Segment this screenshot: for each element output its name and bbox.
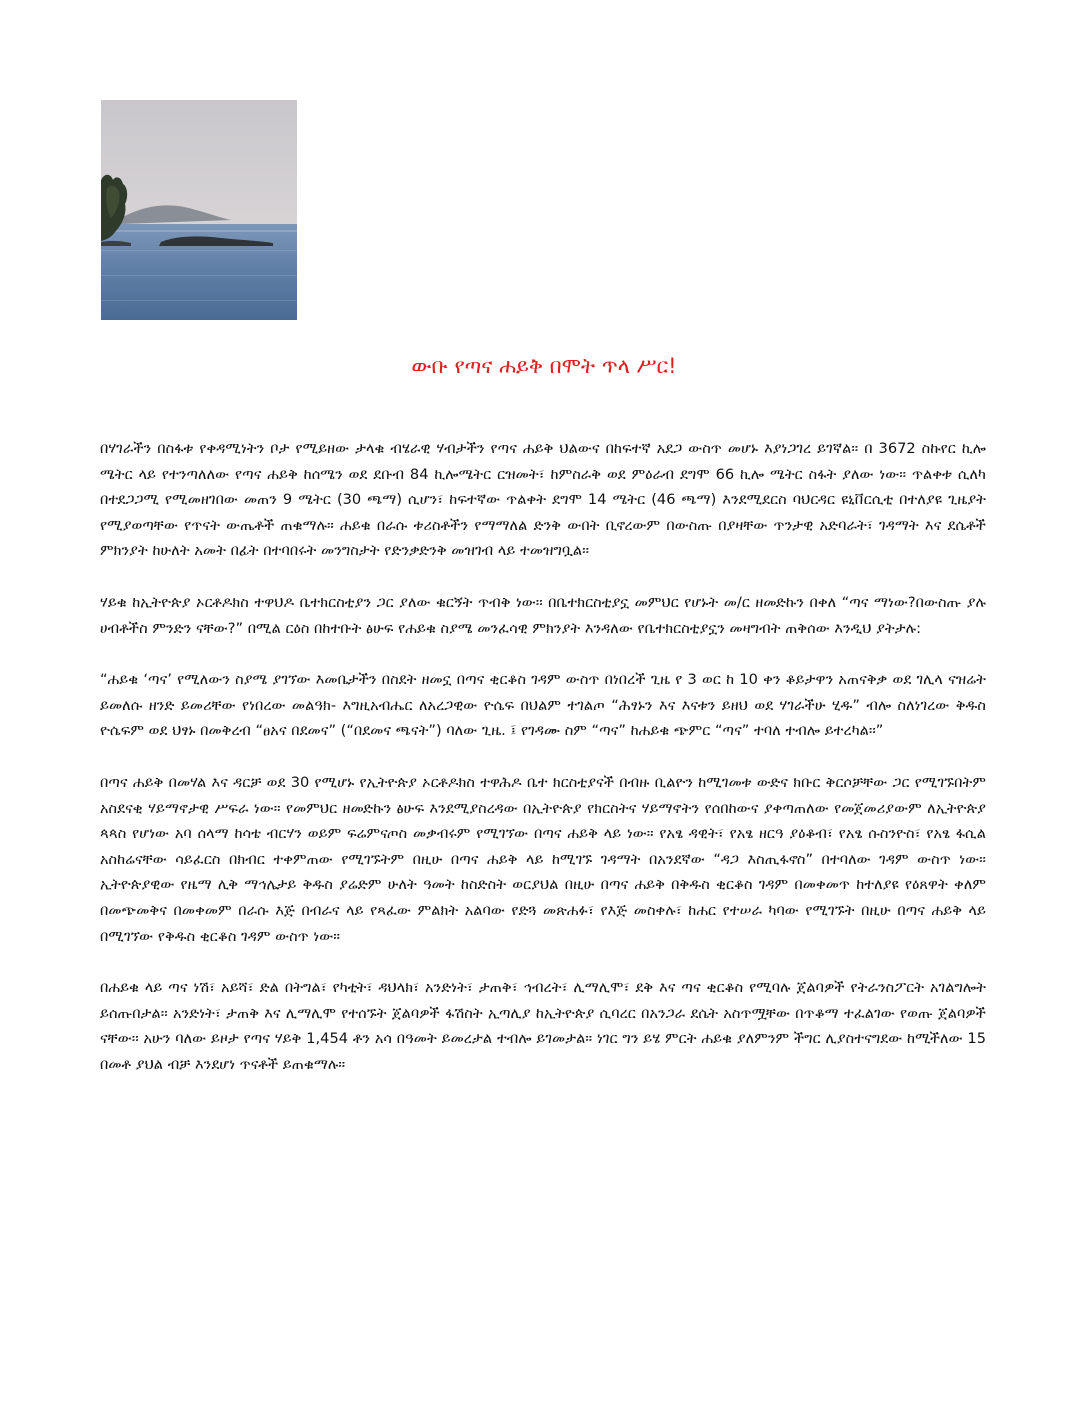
article-title: ውቡ የጣና ሐይቅ በሞት ጥላ ሥር! xyxy=(411,354,677,378)
article-body xyxy=(100,436,986,1103)
lake-tana-photo xyxy=(101,100,297,320)
paragraph-5: በሐይቁ ላይ ጣና ነሽ፣ አይሻ፣ ድል በትግል፣ የካቲት፣ ዳህላክ፣ አንድነት፣ ታጠቅ፣ ኅብረት፣ ሊማሊሞ፣ ደቅ እና ጣና ቂርቆስ የሚባሉ ጀልባዎች የትራንስፖርት አገልግሎት ይሰጡበታል፡፡ አንድነት፣ ታጠቅ እና ሊማሊሞ የተሰኙት ጀልባዎች ፋሽስት ኢጣሊያ ከኢትዮጵያ ሲባረር በአንጋራ ደሴት አስጥሟቸው በጥቆማ ተፈልገው የወጡ ጀልባዎች ናቸው፡፡ አሁን ባለው ይዞታ የጣና ሃይቅ 1,454 ቶን አሳ በዓመት ይመረታል ተብሎ ይገመታል። ነገር ግን ይሄ ምርት ሐይቁ ያለምንም ችግር ሊያስተናግደው ከሚችለው 15 በመቶ ያህል ብቻ እንደሆነ ጥናቶች ይጠቁማሉ። xyxy=(100,979,986,1073)
paragraph-4: በጣና ሐይቅ በመሃል እና ዳርቻ ወደ 30 የሚሆኑ የኢትዮጵያ ኦርቶዶክስ ተዋሕዶ ቤተ ክርስቲያናች በብዙ ቢልዮን ከሚገመቱ ውድና ክቡር ቅርሶቻቸው ጋር የሚገኙበትም አስደናቂ ሃይማኖታዊ ሥፍራ ነው። የመምህር ዘመድኩን ፅሁፍ እንደሚያስረዳው በኢትዮጵያ የክርስትና ሃይማኖትን የሰበከውና ያቀጣጠለው የመጀመሪያውም ለኢትዮጵያ ጳጳስ የሆነው አባ ሰላማ ከሳቴ ብርሃን ወይም ፍሬምናጦስ መቃብሩም የሚገኘው በጣና ሐይቅ ላይ ነው። የአፄ ዳዊት፣ የአፄ ዘርዓ ያዕቆብ፣ የአፄ ሱስንዮስ፣ የአፄ ፋሲል አስከሬናቸው ሳይፈርስ በክብር ተቀምጠው የሚገኙትም በዚሁ በጣና ሐይቅ ላይ ከሚገኙ ገዳማት በአንደኛው “ዳጋ እስጢፋኖስ” በተባለው ገዳም ውስጥ ነው፡፡ ኢትዮጵያዊው የዜማ ሊቅ ማኅሌታይ ቅዱስ ያሬድም ሁለት ዓመት ከስድስት ወርያህል በዚሁ በጣና ሐይቅ በቅዱስ ቂርቆስ ገዳም በመቀመጥ ከተለያዩ የዕጸዋት ቀለም በመጭመቅና በመቀመም በራሱ እጅ በብራና ላይ የጻፈው ምልክት አልባው የድጓ መጽሐፉ፣ የእጅ መስቀሉ፣ ከሐር የተሠራ ካባው የሚገኙት በዚሁ በጣና ሐይቅ ላይ በሚገኘው የቅዱስ ቂርቆስ ገዳም ውስጥ ነው። xyxy=(100,773,986,945)
paragraph-3: “ሐይቁ ‘ጣና’ የሚለውን ስያሜ ያገኘው እመቤታችን በስደት ዘመኗ በጣና ቂርቆስ ገዳም ውስጥ በነበረች ጊዜ የ 3 ወር ከ 10 ቀን ቆይታዋን አጠናቅቃ ወደ ገሊላ ናዝሬት ይመለሱ ዘንድ ይመሪቸው የነበረው መልዓክ- እግዚአብሔር ለአረጋዊው ዮሴፍ በህልም ተገልጦ “ሕፃኑን እና እናቱን ይዘህ ወደ ሃገራችሁ ሂዱ” ብሎ ስለነገረው ቅዱስ ዮሴፍም ወደ ህፃኑ በመቅረብ “ፀአና በደመና” (“በደመና ጫናት”) ባለው ጊዜ. ፤ የገዳሙ ስም “ጣና” ከሐይቁ ጭምር “ጣና” ተባለ ተብሎ ይተረካል፡፡” xyxy=(100,671,986,740)
paragraph-1: በሃገራችን በስፋቱ የቀዳሚነትን ቦታ የሚይዘው ታላቁ ብሄራዊ ሃብታችን የጣና ሐይቅ ህልውና በከፍተኛ አደጋ ውስጥ መሆኑ እያነጋገረ ይገኛል፡፡ በ 3672 ስኩየር ኪሎ ሜትር ላይ የተንጣለለው የጣና ሐይቅ ከሰሜን ወደ ደቡብ 84 ኪሎሜትር ርዝመት፣ ከምስራቅ ወደ ምዕራብ ደግሞ 66 ኪሎ ሜትር ስፋት ያለው ነው፡፡ ጥልቀቱ ሲለካ በተደጋጋሚ የሚመዘገበው መጠን 9 ሜትር (30 ጫማ) ሲሆን፣ ከፍተኛው ጥልቀት ደግሞ 14 ሜትር (46 ጫማ) እንደሚደርስ ባህርዳር ዩኒቨርሲቲ በተለያዩ ጊዜያት የሚያወጣቸው የጥናት ውጤቶች ጠቁማሉ። ሐይቁ በራሱ ቱሪስቶችን የማማለል ድንቅ ውበት ቢኖረውም በውስጡ በያዛቸው ጥንታዊ አድባራት፣ ገዳማት እና ደሴቶች ምክንያት ከሁለት አመት በፊት በተባበሩት መንግስታት የድንቃድንቅ መዝገብ ላይ ተመዝግቧል፡፡ xyxy=(100,440,986,560)
lake-tana-shoreline-photo-icon xyxy=(101,100,297,320)
paragraph-2: ሃይቁ ከኢትዮጵያ ኦርቶዶክስ ተዋህዶ ቤተክርስቲያን ጋር ያለው ቁርኝት ጥብቅ ነው፡፡ በቤተክርስቲያኗ መምህር የሆኑት መ/ር ዘመድኩን በቀለ “ጣና ማነው?በውስጡ ያሉ ሀብቶችስ ምንድን ናቸው?” በሚል ርዕስ በከተቡት ፅሁፍ የሐይቁ ስያሜ መንፈሳዊ ምክንያት እንዳለው የቤተክርስቲያኗን መዛግብት ጠቅሰው እንዲህ ያትታሉ: xyxy=(100,593,986,637)
